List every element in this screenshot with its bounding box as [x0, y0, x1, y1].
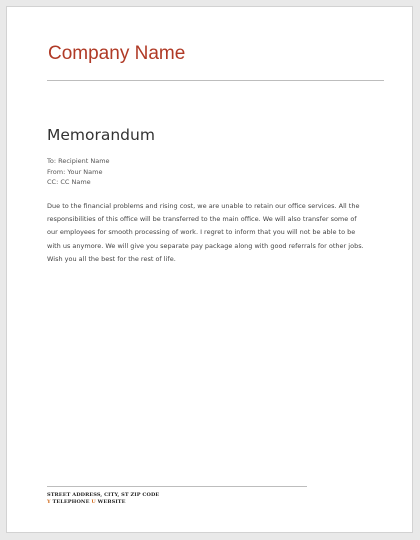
- cc-field: CC: CC Name: [47, 178, 91, 186]
- to-field: To: Recipient Name: [47, 157, 110, 165]
- footer-website: WEBSITE: [97, 499, 126, 505]
- footer-contact-line: [47, 499, 159, 506]
- footer-separator: Y: [47, 499, 51, 505]
- memo-title: Memorandum: [47, 126, 155, 144]
- footer-separator-2: U: [91, 499, 96, 505]
- footer-address: STREET ADDRESS, CITY, ST ZIP CODE: [47, 492, 160, 498]
- memo-body: Due to the financial problems and rising cost, we are unable to retain our office services. All the responsibilities of this office will be transferred to the main office. We will also transfer some of our employees for smooth processing of work. I regret to inform that you will not be able to be with us anymore. We will give you separate pay package along with good referrals for other jobs. Wish you all the best for the rest of life.: [47, 202, 364, 263]
- footer-divider: [47, 486, 307, 487]
- document-page: [6, 6, 413, 533]
- company-name: Company Name: [48, 43, 186, 64]
- from-field: From: Your Name: [47, 167, 103, 176]
- header-divider: [47, 80, 384, 81]
- footer-telephone: TELEPHONE: [52, 499, 90, 505]
- footer-contact: [47, 492, 159, 506]
- memo-header-fields: [47, 156, 110, 188]
